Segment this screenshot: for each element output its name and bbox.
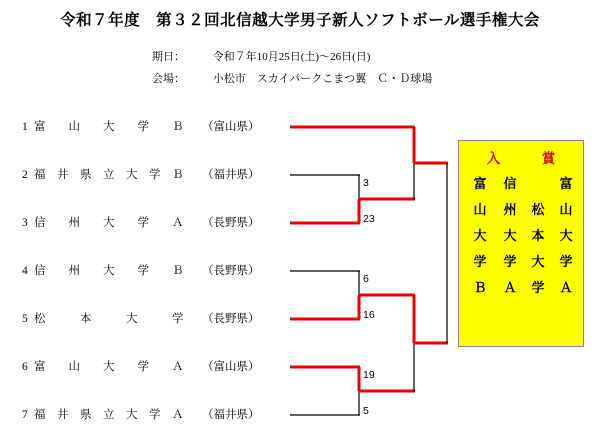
event-venue-value: 小松市 スカイパークこまつ翼 Ｃ・Ｄ球場 — [212, 73, 433, 85]
team-prefecture: （長野県） — [202, 313, 260, 325]
prize-char: 大 — [503, 228, 517, 243]
score-match-1-winner: 23 — [363, 213, 375, 225]
prize-column-1 — [467, 171, 493, 301]
team-prefecture: （富山県） — [202, 361, 260, 373]
prize-char: 松 — [531, 202, 545, 217]
prize-char: 学 — [473, 254, 487, 269]
team-name: 松 本 大 学 — [34, 313, 184, 325]
prize-char: Ｂ — [473, 280, 487, 295]
prize-char: 州 — [503, 202, 517, 217]
prize-char: 信 — [503, 176, 517, 191]
event-date-value: 令和７年10月25日(土)～26日(日) — [212, 51, 371, 63]
prize-char: 大 — [559, 228, 573, 243]
team-prefecture: （福井県） — [202, 169, 260, 181]
prize-heading: 入 賞 — [486, 151, 570, 166]
page-title: 令和７年度 第３２回北信越大学男子新人ソフトボール選手権大会 — [60, 12, 540, 29]
prize-box — [458, 140, 584, 347]
team-seed-number: 3 — [22, 217, 28, 229]
prize-char: Ａ — [559, 280, 573, 295]
event-venue-label: 会場： — [152, 73, 185, 85]
prize-column-3 — [525, 197, 551, 301]
team-prefecture: （長野県） — [202, 217, 260, 229]
team-name: 富 山 大 学 Ｂ — [34, 121, 184, 133]
prize-char: Ａ — [503, 280, 517, 295]
team-prefecture: （富山県） — [202, 121, 260, 133]
team-seed-number: 6 — [22, 361, 28, 373]
team-seed-number: 1 — [22, 121, 28, 133]
score-match-1-loser: 3 — [363, 177, 369, 189]
team-name: 福 井 県 立 大 学 Ａ — [34, 409, 184, 421]
team-name: 富 山 大 学 Ａ — [34, 361, 184, 373]
prize-char: 富 — [473, 176, 487, 191]
score-match-3-winner: 19 — [363, 369, 375, 381]
prize-char: 大 — [473, 228, 487, 243]
prize-char: 学 — [503, 254, 517, 269]
team-name: 信 州 大 学 Ｂ — [34, 265, 184, 277]
prize-char: 大 — [531, 254, 545, 269]
team-name: 福 井 県 立 大 学 Ｂ — [34, 169, 184, 181]
prize-char: 山 — [559, 202, 573, 217]
prize-char: 本 — [531, 228, 545, 243]
team-prefecture: （福井県） — [202, 409, 260, 421]
team-seed-number: 7 — [22, 409, 28, 421]
team-seed-number: 2 — [22, 169, 28, 181]
score-match-2-winner: 16 — [363, 309, 375, 321]
score-match-2-loser: 6 — [363, 273, 369, 285]
prize-column-4 — [553, 171, 579, 301]
team-seed-number: 4 — [22, 265, 28, 277]
event-date-label: 期日： — [152, 51, 185, 63]
prize-column-2 — [497, 171, 523, 301]
prize-char: 学 — [559, 254, 573, 269]
score-match-3-loser: 5 — [363, 405, 369, 417]
prize-char: 山 — [473, 202, 487, 217]
team-prefecture: （長野県） — [202, 265, 260, 277]
prize-char: 学 — [531, 280, 545, 295]
team-seed-number: 5 — [22, 313, 28, 325]
team-name: 信 州 大 学 Ａ — [34, 217, 184, 229]
prize-char: 富 — [559, 176, 573, 191]
